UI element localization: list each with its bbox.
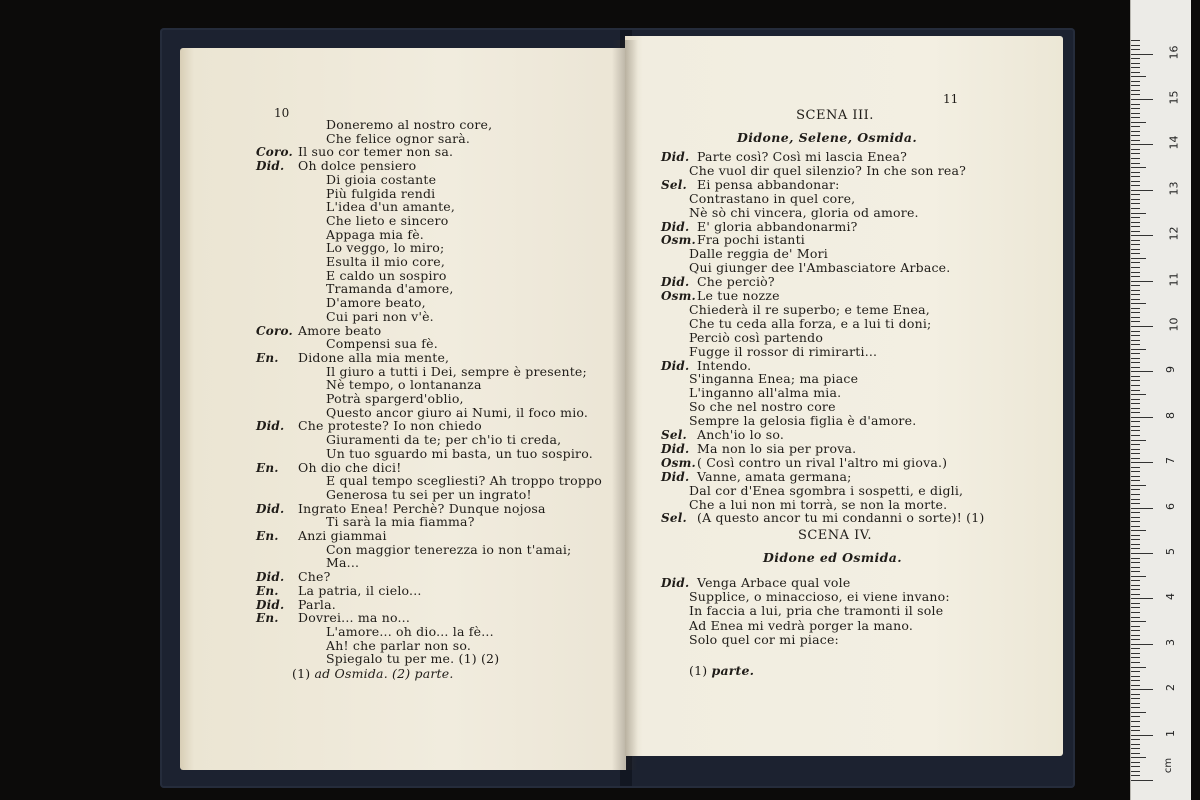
ruler-tick xyxy=(1131,190,1153,191)
speaker-label: En. xyxy=(256,529,279,543)
verse-line: Compensi sua fè. xyxy=(326,336,438,352)
ruler-tick xyxy=(1131,676,1140,677)
ruler-tick xyxy=(1131,471,1140,472)
ruler-tick xyxy=(1131,775,1140,776)
ruler-tick xyxy=(1131,153,1140,154)
ruler-number: 11 xyxy=(1167,272,1181,287)
ruler-tick xyxy=(1131,58,1140,59)
speaker-label: Did. xyxy=(661,275,690,290)
ruler-tick xyxy=(1131,508,1153,509)
verse-line: E' gloria abbandonarmi? xyxy=(697,218,858,234)
ruler-tick xyxy=(1131,317,1140,318)
ruler-number: 14 xyxy=(1167,135,1181,150)
ruler-tick xyxy=(1131,399,1140,400)
ruler-tick xyxy=(1131,281,1153,282)
ruler-tick xyxy=(1131,312,1140,313)
ruler-number: 1 xyxy=(1164,729,1177,737)
verse-line: D'amore beato, xyxy=(326,295,426,311)
verse-line: Cui pari non v'è. xyxy=(326,308,434,324)
ruler-tick xyxy=(1131,517,1140,518)
ruler-tick xyxy=(1131,149,1140,150)
verse-line: L'inganno all'alma mia. xyxy=(689,385,842,401)
speaker-label: Did. xyxy=(661,358,690,373)
ruler-tick xyxy=(1131,594,1140,595)
ruler-tick xyxy=(1131,630,1140,631)
verse-line: Potrà spargerd'oblio, xyxy=(326,391,464,406)
ruler-tick xyxy=(1131,653,1140,654)
verse-line: Dal cor d'Enea sgombra i sospetti, e digli, xyxy=(689,482,964,498)
verse-line: Fugge il rossor di rimirarti... xyxy=(689,343,878,359)
ruler-tick xyxy=(1131,585,1140,586)
ruler-tick xyxy=(1131,408,1140,409)
verse-line: Dovrei... ma no... xyxy=(298,610,411,626)
speaker-label: Did. xyxy=(256,570,285,585)
ruler-tick xyxy=(1131,358,1140,359)
footnote-text: ad Osmida. (2) parte. xyxy=(314,666,454,681)
ruler-tick xyxy=(1131,167,1146,168)
verse-line: Ma... xyxy=(326,555,360,571)
ruler-tick xyxy=(1131,539,1140,540)
ruler-tick xyxy=(1131,421,1140,422)
ruler-tick xyxy=(1131,122,1146,123)
verse-line: Che lieto e sincero xyxy=(326,212,449,228)
ruler-tick xyxy=(1131,621,1146,622)
ruler-tick xyxy=(1131,144,1153,145)
ruler-tick xyxy=(1131,657,1140,658)
speaker-label: Did. xyxy=(256,159,285,174)
speaker-label: Did. xyxy=(661,150,690,164)
verse-line: Amore beato xyxy=(298,322,382,338)
verse-line: Ma non lo sia per prova. xyxy=(697,440,857,456)
verse-line: Parla. xyxy=(298,596,336,612)
verse-line: Che proteste? Io non chiedo xyxy=(298,418,482,434)
ruler-tick xyxy=(1131,598,1153,599)
ruler-tick xyxy=(1131,721,1140,722)
speaker-label: Did. xyxy=(661,441,690,456)
ruler-number: 4 xyxy=(1164,593,1177,601)
verse-line: In faccia a lui, pria che tramonti il sole xyxy=(689,603,944,619)
ruler-tick xyxy=(1131,194,1140,195)
verse-line: Perciò così partendo xyxy=(689,329,824,345)
ruler-tick xyxy=(1131,716,1140,717)
ruler-tick xyxy=(1131,703,1140,704)
ruler-number: 2 xyxy=(1164,684,1177,692)
verse-line: Parte così? Così mi lascia Enea? xyxy=(697,149,908,164)
verse-line: Ah! che parlar non so. xyxy=(326,637,472,653)
ruler-tick xyxy=(1131,499,1140,500)
ruler-tick xyxy=(1131,294,1140,295)
verse-line: Esulta il mio core, xyxy=(326,254,446,269)
verse-line: Ad Enea mi vedrà porger la mano. xyxy=(689,617,913,633)
speaker-label: Osm. xyxy=(661,455,696,470)
ruler-tick xyxy=(1131,535,1140,536)
scene-heading: SCENA IV. xyxy=(797,528,873,543)
ruler-tick xyxy=(1131,222,1140,223)
ruler-tick xyxy=(1131,90,1140,91)
footnote-text: parte. xyxy=(711,663,755,678)
left-page xyxy=(180,48,626,770)
verse-line: ( Così contro un rival l'altro mi giova.) xyxy=(697,454,948,470)
ruler-tick xyxy=(1131,753,1140,754)
verse-line: Spiegalo tu per me. (1) (2) xyxy=(326,651,500,667)
ruler-tick xyxy=(1131,340,1140,341)
ruler-tick xyxy=(1131,63,1140,64)
ruler-tick xyxy=(1131,503,1140,504)
ruler-tick xyxy=(1131,226,1140,227)
ruler-tick xyxy=(1131,163,1140,164)
speaker-label: En. xyxy=(256,460,279,475)
verse-line: Nè tempo, o lontananza xyxy=(326,377,482,393)
ruler-tick xyxy=(1131,453,1140,454)
ruler-tick xyxy=(1131,780,1153,781)
verse-line: Che tu ceda alla forza, e a lui ti doni; xyxy=(689,315,932,331)
ruler-tick xyxy=(1131,449,1140,450)
ruler-number: 6 xyxy=(1164,502,1177,510)
ruler-tick xyxy=(1131,480,1140,481)
verse-line: Doneremo al nostro core, xyxy=(326,117,493,132)
verse-line: So che nel nostro core xyxy=(689,399,836,415)
speaker-label: Coro. xyxy=(256,323,293,338)
speaker-label: En. xyxy=(256,611,279,626)
ruler-tick xyxy=(1131,81,1140,82)
ruler-tick xyxy=(1131,126,1140,127)
ruler-tick xyxy=(1131,635,1140,636)
ruler-tick xyxy=(1131,580,1140,581)
ruler-tick xyxy=(1131,662,1140,663)
speaker-label: En. xyxy=(256,350,279,365)
ruler-tick xyxy=(1131,390,1140,391)
ruler-tick xyxy=(1131,72,1140,73)
ruler-tick xyxy=(1131,262,1140,263)
ruler-unit-label: cm xyxy=(1163,757,1175,774)
footnote xyxy=(689,664,754,678)
ruler-tick xyxy=(1131,276,1140,277)
verse-line: Ei pensa abbandonar: xyxy=(697,176,840,192)
ruler-tick xyxy=(1131,494,1140,495)
ruler-tick xyxy=(1131,253,1140,254)
verse-line: Fra pochi istanti xyxy=(697,232,805,248)
ruler-tick xyxy=(1131,571,1140,572)
speaker-label: Did. xyxy=(256,597,285,612)
ruler-tick xyxy=(1131,335,1140,336)
ruler-tick xyxy=(1131,617,1140,618)
ruler-tick xyxy=(1131,771,1140,772)
footnote-number: (1) xyxy=(689,663,708,678)
verse-line: Anch'io lo so. xyxy=(697,427,785,442)
speaker-label: Sel. xyxy=(661,428,687,442)
scene-heading: SCENA III. xyxy=(796,108,874,123)
ruler-tick xyxy=(1131,244,1140,245)
ruler-tick xyxy=(1131,435,1140,436)
ruler-tick xyxy=(1131,108,1140,109)
ruler-tick xyxy=(1131,385,1140,386)
ruler-tick xyxy=(1131,85,1140,86)
ruler-tick xyxy=(1131,376,1140,377)
ruler-tick xyxy=(1131,185,1140,186)
ruler-tick xyxy=(1131,476,1140,477)
verse-line: L'idea d'un amante, xyxy=(326,199,456,215)
ruler-tick xyxy=(1131,40,1140,41)
ruler-tick xyxy=(1131,231,1140,232)
ruler-tick xyxy=(1131,131,1140,132)
ruler-tick xyxy=(1131,158,1140,159)
ruler-tick xyxy=(1131,140,1140,141)
verse-line: Chiederà il re superbo; e teme Enea, xyxy=(689,301,930,317)
ruler-tick xyxy=(1131,240,1140,241)
ruler-tick xyxy=(1131,176,1140,177)
ruler-tick xyxy=(1131,104,1140,105)
ruler-tick xyxy=(1131,135,1140,136)
verse-line: Contrastano in quel core, xyxy=(689,190,856,206)
ruler-tick xyxy=(1131,76,1146,77)
ruler-number: 10 xyxy=(1167,317,1181,332)
verse-line: S'inganna Enea; ma piace xyxy=(689,371,859,387)
ruler-tick xyxy=(1131,94,1140,95)
verse-line: Generosa tu sei per un ingrato! xyxy=(326,486,532,502)
ruler-tick xyxy=(1131,353,1140,354)
ruler-tick xyxy=(1131,367,1140,368)
verse-line: Ti sarà la mia fiamma? xyxy=(326,514,475,530)
ruler-tick xyxy=(1131,689,1153,690)
verse-line: Di gioia costante xyxy=(326,171,437,187)
ruler-number: 13 xyxy=(1167,181,1181,196)
ruler-tick xyxy=(1131,698,1140,699)
verse-line: Tramanda d'amore, xyxy=(326,281,454,297)
verse-line: L'amore... oh dio... la fè... xyxy=(326,623,494,639)
verse-line: (A questo ancor tu mi condanni o sorte)! (1) xyxy=(697,510,985,526)
ruler-tick xyxy=(1131,576,1146,577)
verse-line: Oh dio che dici! xyxy=(298,459,402,475)
ruler-tick xyxy=(1131,707,1140,708)
verse-line: Ingrato Enea! Perchè? Dunque nojosa xyxy=(298,500,546,516)
ruler-tick xyxy=(1131,766,1140,767)
ruler-tick xyxy=(1131,726,1140,727)
verse-line: Che felice ognor sarà. xyxy=(326,130,471,146)
ruler-tick xyxy=(1131,208,1140,209)
footnote-number: (1) xyxy=(292,666,311,681)
ruler-tick xyxy=(1131,685,1140,686)
speaker-label: Did. xyxy=(661,576,690,590)
ruler-number: 15 xyxy=(1167,90,1181,105)
ruler-number: 12 xyxy=(1167,226,1181,241)
ruler-tick xyxy=(1131,380,1140,381)
verse-line: La patria, il cielo... xyxy=(298,582,422,598)
ruler-number: 16 xyxy=(1167,45,1181,60)
verse-line: Vanne, amata germana; xyxy=(697,468,852,484)
ruler-tick xyxy=(1131,299,1140,300)
speaker-label: Osm. xyxy=(661,233,696,248)
speaker-label: Coro. xyxy=(256,145,293,160)
verse-line: Dalle reggia de' Mori xyxy=(689,246,828,262)
ruler-tick xyxy=(1131,567,1140,568)
ruler-tick xyxy=(1131,349,1146,350)
ruler-tick xyxy=(1131,489,1140,490)
verse-line: Che? xyxy=(298,569,331,585)
ruler-tick xyxy=(1131,644,1153,645)
ruler-tick xyxy=(1131,444,1140,445)
verse-line: Sempre la gelosia figlia è d'amore. xyxy=(689,413,917,429)
ruler-tick xyxy=(1131,213,1146,214)
ruler-tick xyxy=(1131,272,1140,273)
ruler-tick xyxy=(1131,67,1140,68)
ruler-number: 8 xyxy=(1164,411,1177,419)
ruler-tick xyxy=(1131,371,1153,372)
ruler-tick xyxy=(1131,639,1140,640)
speaker-label: En. xyxy=(256,583,279,598)
measuring-ruler xyxy=(1130,0,1191,800)
ruler-tick xyxy=(1131,607,1140,608)
ruler-tick xyxy=(1131,440,1146,441)
ruler-tick xyxy=(1131,485,1146,486)
ruler-tick xyxy=(1131,267,1140,268)
ruler-tick xyxy=(1131,426,1140,427)
verse-line: Solo quel cor mi piace: xyxy=(689,631,839,647)
ruler-tick xyxy=(1131,331,1140,332)
ruler-tick xyxy=(1131,512,1140,513)
ruler-tick xyxy=(1131,467,1140,468)
verse-line: Giuramenti da te; per ch'io ti creda, xyxy=(326,432,562,448)
ruler-tick xyxy=(1131,762,1140,763)
ruler-tick xyxy=(1131,562,1140,563)
ruler-tick xyxy=(1131,394,1146,395)
ruler-tick xyxy=(1131,403,1140,404)
verse-line: Anzi giammai xyxy=(298,528,387,543)
verse-line: Il giuro a tutti i Dei, sempre è presente; xyxy=(326,363,587,379)
ruler-tick xyxy=(1131,54,1153,55)
ruler-tick xyxy=(1131,558,1140,559)
verse-line: Oh dolce pensiero xyxy=(298,158,417,174)
ruler-tick xyxy=(1131,730,1140,731)
verse-line: Lo veggo, lo miro; xyxy=(326,240,445,256)
ruler-tick xyxy=(1131,521,1140,522)
ruler-number: 3 xyxy=(1164,638,1177,646)
page-number: 10 xyxy=(274,106,290,120)
ruler-tick xyxy=(1131,530,1146,531)
verse-line: Un tuo sguardo mi basta, un tuo sospiro. xyxy=(326,445,593,461)
speaker-label: Did. xyxy=(661,219,690,234)
speaker-label: Sel. xyxy=(661,177,687,192)
ruler-tick xyxy=(1131,326,1153,327)
ruler-tick xyxy=(1131,589,1140,590)
speaker-label: Did. xyxy=(256,501,285,516)
ruler-tick xyxy=(1131,362,1140,363)
ruler-tick xyxy=(1131,199,1140,200)
right-page xyxy=(625,36,1063,756)
page-number: 11 xyxy=(943,92,959,106)
ruler-tick xyxy=(1131,99,1153,100)
ruler-tick xyxy=(1131,417,1153,418)
ruler-tick xyxy=(1131,712,1146,713)
speaker-label: Did. xyxy=(256,419,285,434)
verse-line: Con maggior tenerezza io non t'amai; xyxy=(326,541,572,557)
ruler-tick xyxy=(1131,203,1140,204)
verse-line: Didone alla mia mente, xyxy=(298,349,450,365)
verse-line: Qui giunger dee l'Ambasciatore Arbace. xyxy=(689,260,951,276)
speaker-label: Sel. xyxy=(661,511,687,526)
ruler-tick xyxy=(1131,553,1153,554)
verse-line: E qual tempo scegliesti? Ah troppo troppo xyxy=(326,473,602,489)
cast-list: Didone, Selene, Osmida. xyxy=(737,130,918,145)
ruler-tick xyxy=(1131,258,1146,259)
ruler-tick xyxy=(1131,303,1146,304)
ruler-number: 5 xyxy=(1164,548,1177,555)
ruler-tick xyxy=(1131,526,1140,527)
ruler-tick xyxy=(1131,458,1140,459)
ruler-tick xyxy=(1131,321,1140,322)
verse-line: E caldo un sospiro xyxy=(326,267,447,283)
ruler-tick xyxy=(1131,113,1140,114)
ruler-tick xyxy=(1131,344,1140,345)
verse-line: Venga Arbace qual vole xyxy=(697,575,851,590)
ruler-number: 9 xyxy=(1164,366,1177,374)
verse-line: Le tue nozze xyxy=(697,288,780,303)
ruler-tick xyxy=(1131,544,1140,545)
ruler-tick xyxy=(1131,626,1140,627)
verse-line: Il suo cor temer non sa. xyxy=(298,144,454,160)
ruler-tick xyxy=(1131,290,1140,291)
ruler-tick xyxy=(1131,308,1140,309)
cast-list: Didone ed Osmida. xyxy=(763,550,902,565)
speaker-label: Did. xyxy=(661,469,690,484)
ruler-number: 7 xyxy=(1164,457,1177,465)
ruler-tick xyxy=(1131,49,1140,50)
verse-line: Appaga mia fè. xyxy=(326,226,424,242)
ruler-tick xyxy=(1131,249,1140,250)
verse-line: Che vuol dir quel silenzio? In che son rea? xyxy=(689,162,967,178)
ruler-tick xyxy=(1131,430,1140,431)
ruler-tick xyxy=(1131,757,1146,758)
ruler-tick xyxy=(1131,671,1140,672)
verse-line: Più fulgida rendi xyxy=(326,185,436,201)
ruler-tick xyxy=(1131,680,1140,681)
ruler-tick xyxy=(1131,548,1140,549)
ruler-tick xyxy=(1131,735,1153,736)
ruler-tick xyxy=(1131,217,1140,218)
verse-line: Supplice, o minaccioso, ei viene invano: xyxy=(689,589,950,605)
ruler-tick xyxy=(1131,748,1140,749)
ruler-tick xyxy=(1131,117,1140,118)
ruler-tick xyxy=(1131,603,1140,604)
verse-line: Che perciò? xyxy=(697,274,775,290)
ruler-tick xyxy=(1131,172,1140,173)
verse-line: Che a lui non mi torrà, se non la morte. xyxy=(689,496,948,512)
ruler-tick xyxy=(1131,612,1140,613)
ruler-tick xyxy=(1131,739,1140,740)
ruler-tick xyxy=(1131,45,1140,46)
footnote xyxy=(292,667,454,681)
ruler-tick xyxy=(1131,462,1153,463)
ruler-tick xyxy=(1131,648,1140,649)
ruler-tick xyxy=(1131,694,1140,695)
ruler-tick xyxy=(1131,412,1140,413)
speaker-label: Osm. xyxy=(661,289,696,303)
verse-line: Intendo. xyxy=(697,357,752,373)
ruler-tick xyxy=(1131,181,1140,182)
verse-line: Nè sò chi vincera, gloria od amore. xyxy=(689,204,919,220)
ruler-tick xyxy=(1131,667,1146,668)
ruler-tick xyxy=(1131,235,1153,236)
ruler-tick xyxy=(1131,285,1140,286)
ruler-tick xyxy=(1131,744,1140,745)
verse-line: Questo ancor giuro ai Numi, il foco mio. xyxy=(326,404,589,420)
